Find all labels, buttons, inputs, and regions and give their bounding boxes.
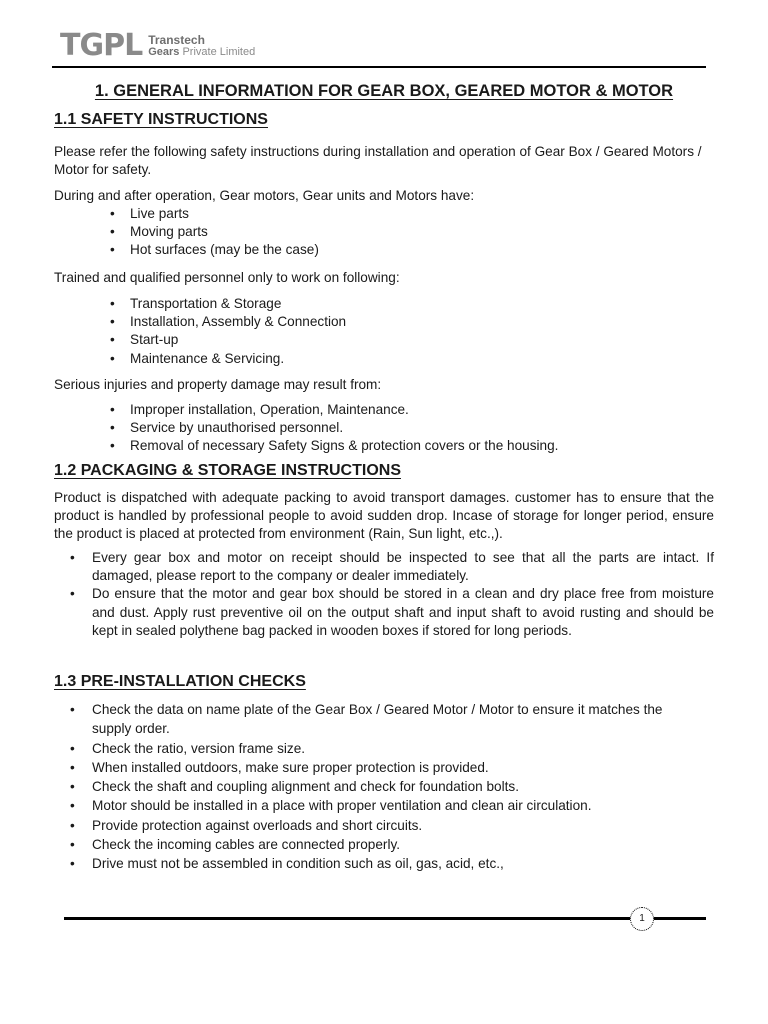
preinstall-list: [70, 700, 670, 874]
list-item: • Moving parts: [110, 223, 319, 241]
packaging-intro: Product is dispatched with adequate packing to avoid transport damages. customer has to ensure that the product is handled by professional people to avoid sudden drop. Incase of storage for longer period, ensure the product is placed at protected from environment (Rain, Sun light, etc.,).: [54, 490, 714, 541]
header-divider: [52, 66, 706, 68]
list-item: • Check the data on name plate of the Gear Box / Geared Motor / Motor to ensure it matches the supply order.: [70, 700, 670, 739]
page-title-text: 1. GENERAL INFORMATION FOR GEAR BOX, GEARED MOTOR & MOTOR: [94, 82, 674, 100]
list-item: • Live parts: [110, 205, 319, 223]
list-item: • Provide protection against overloads and short circuits.: [70, 816, 670, 835]
page-number: 1: [630, 907, 654, 931]
list-item: • Check the incoming cables are connected properly.: [70, 835, 670, 854]
company-name: [148, 34, 255, 58]
list-item: • Every gear box and motor on receipt should be inspected to see that all the parts are intact. If damaged, please report to the company or dealer immediately.: [70, 549, 714, 585]
list-item: • Maintenance & Servicing.: [110, 350, 346, 368]
brand-line-1: Transtech: [148, 33, 205, 47]
list-item: • Check the ratio, version frame size.: [70, 739, 670, 758]
list-item: • Check the shaft and coupling alignment and check for foundation bolts.: [70, 777, 670, 796]
company-logo: TGPL: [60, 28, 143, 63]
brand-line-2: [148, 46, 255, 58]
safety-intro: Please refer the following safety instructions during installation and operation of Gear Box / Geared Motors / Motor for safety.: [54, 144, 702, 177]
list-item: • Installation, Assembly & Connection: [110, 313, 346, 331]
list-item: • Start-up: [110, 331, 346, 349]
packaging-list: [70, 549, 714, 640]
list-item: • Removal of necessary Safety Signs & protection covers or the housing.: [110, 437, 558, 455]
company-header: [60, 28, 255, 64]
preinstall-heading: 1.3 PRE-INSTALLATION CHECKS: [54, 673, 306, 690]
brand-line-2-rest: Private Limited: [179, 46, 256, 58]
safety-personnel-text: Trained and qualified personnel only to work on following:: [54, 270, 400, 285]
safety-heading: 1.1 SAFETY INSTRUCTIONS: [54, 111, 268, 128]
brand-line-2-bold: Gears: [148, 46, 180, 58]
safety-have-list: [110, 205, 319, 260]
list-item: • Improper installation, Operation, Maintenance.: [110, 401, 558, 419]
safety-have-text: During and after operation, Gear motors, Gear units and Motors have:: [54, 188, 475, 203]
safety-injury-list: [110, 401, 558, 456]
page-title: [0, 82, 768, 101]
list-item: • Hot surfaces (may be the case): [110, 241, 319, 259]
list-item: • Do ensure that the motor and gear box should be stored in a clean and dry place free from moisture and dust. Apply rust preventive oil on the output shaft and input shaft to avoid rusting and should be kept in sealed polythene bag packed in wooden boxes if stored for long periods.: [70, 585, 714, 640]
safety-injury-text: Serious injuries and property damage may result from:: [54, 377, 382, 392]
list-item: • Service by unauthorised personnel.: [110, 419, 558, 437]
footer-divider: [64, 917, 706, 920]
list-item: • Motor should be installed in a place with proper ventilation and clean air circulation.: [70, 796, 670, 815]
safety-personnel-list: [110, 295, 346, 368]
list-item: • Drive must not be assembled in condition such as oil, gas, acid, etc.,: [70, 854, 670, 873]
list-item: • When installed outdoors, make sure proper protection is provided.: [70, 758, 670, 777]
packaging-heading: 1.2 PACKAGING & STORAGE INSTRUCTIONS: [54, 462, 401, 479]
list-item: • Transportation & Storage: [110, 295, 346, 313]
